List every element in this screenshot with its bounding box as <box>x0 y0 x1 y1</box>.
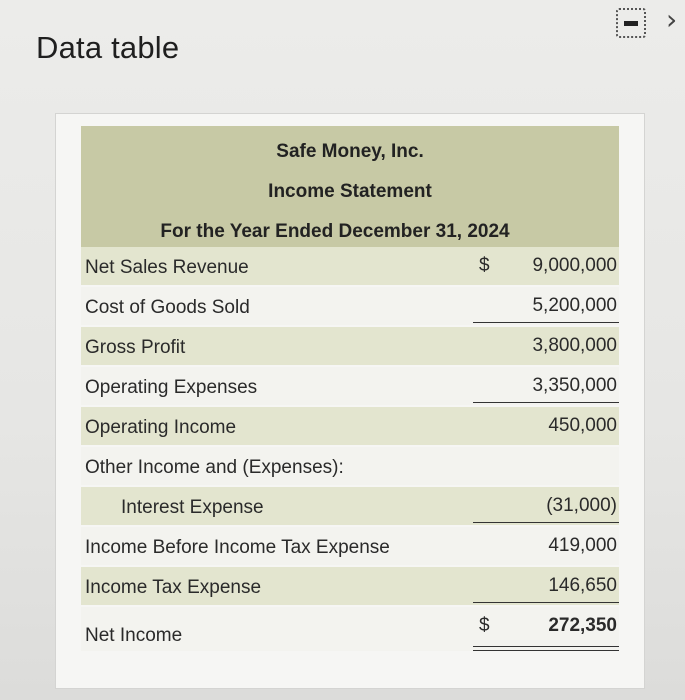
row-amount: 450,000 <box>548 415 617 436</box>
minimize-icon <box>624 21 638 26</box>
table-row <box>81 607 619 653</box>
statement-period: For the Year Ended December 31, 2024 <box>160 221 510 242</box>
row-label: Operating Expenses <box>85 377 258 398</box>
income-statement-table <box>81 126 619 653</box>
company-name: Safe Money, Inc. <box>276 141 424 162</box>
statement-header <box>81 126 619 247</box>
row-label: Cost of Goods Sold <box>85 297 250 318</box>
row-label: Operating Income <box>85 417 237 438</box>
row-amount: (31,000) <box>546 495 617 516</box>
page-title: Data table <box>36 30 180 65</box>
subtotal-underline <box>473 602 619 603</box>
row-amount: 272,350 <box>548 615 617 636</box>
table-row <box>81 327 619 367</box>
table-row <box>81 407 619 447</box>
table-row <box>81 527 619 567</box>
subtotal-underline <box>473 402 619 403</box>
total-double-underline <box>473 646 619 651</box>
dollar-sign: $ <box>479 615 490 636</box>
subtotal-underline <box>473 522 619 523</box>
statement-rows <box>81 247 619 653</box>
dollar-sign: $ <box>479 255 490 276</box>
row-amount: 146,650 <box>548 575 617 596</box>
table-row <box>81 487 619 527</box>
row-label: Other Income and (Expenses): <box>85 457 344 478</box>
table-row <box>81 447 619 487</box>
table-row <box>81 247 619 287</box>
table-row <box>81 287 619 327</box>
row-label: Net Sales Revenue <box>85 257 249 278</box>
row-label: Interest Expense <box>121 497 264 518</box>
row-label: Income Before Income Tax Expense <box>85 537 390 558</box>
table-row <box>81 367 619 407</box>
row-amount: 5,200,000 <box>532 295 617 316</box>
table-row <box>81 567 619 607</box>
statement-title: Income Statement <box>268 181 432 202</box>
row-label: Net Income <box>85 625 183 646</box>
subtotal-underline <box>473 322 619 323</box>
row-amount: 3,800,000 <box>532 335 617 356</box>
row-label: Gross Profit <box>85 337 186 358</box>
row-amount: 9,000,000 <box>532 255 617 276</box>
chevron-right-icon[interactable]: › <box>666 3 678 36</box>
row-label: Income Tax Expense <box>85 577 262 598</box>
minimize-button[interactable] <box>616 8 646 38</box>
row-amount: 419,000 <box>548 535 617 556</box>
row-amount: 3,350,000 <box>532 375 617 396</box>
